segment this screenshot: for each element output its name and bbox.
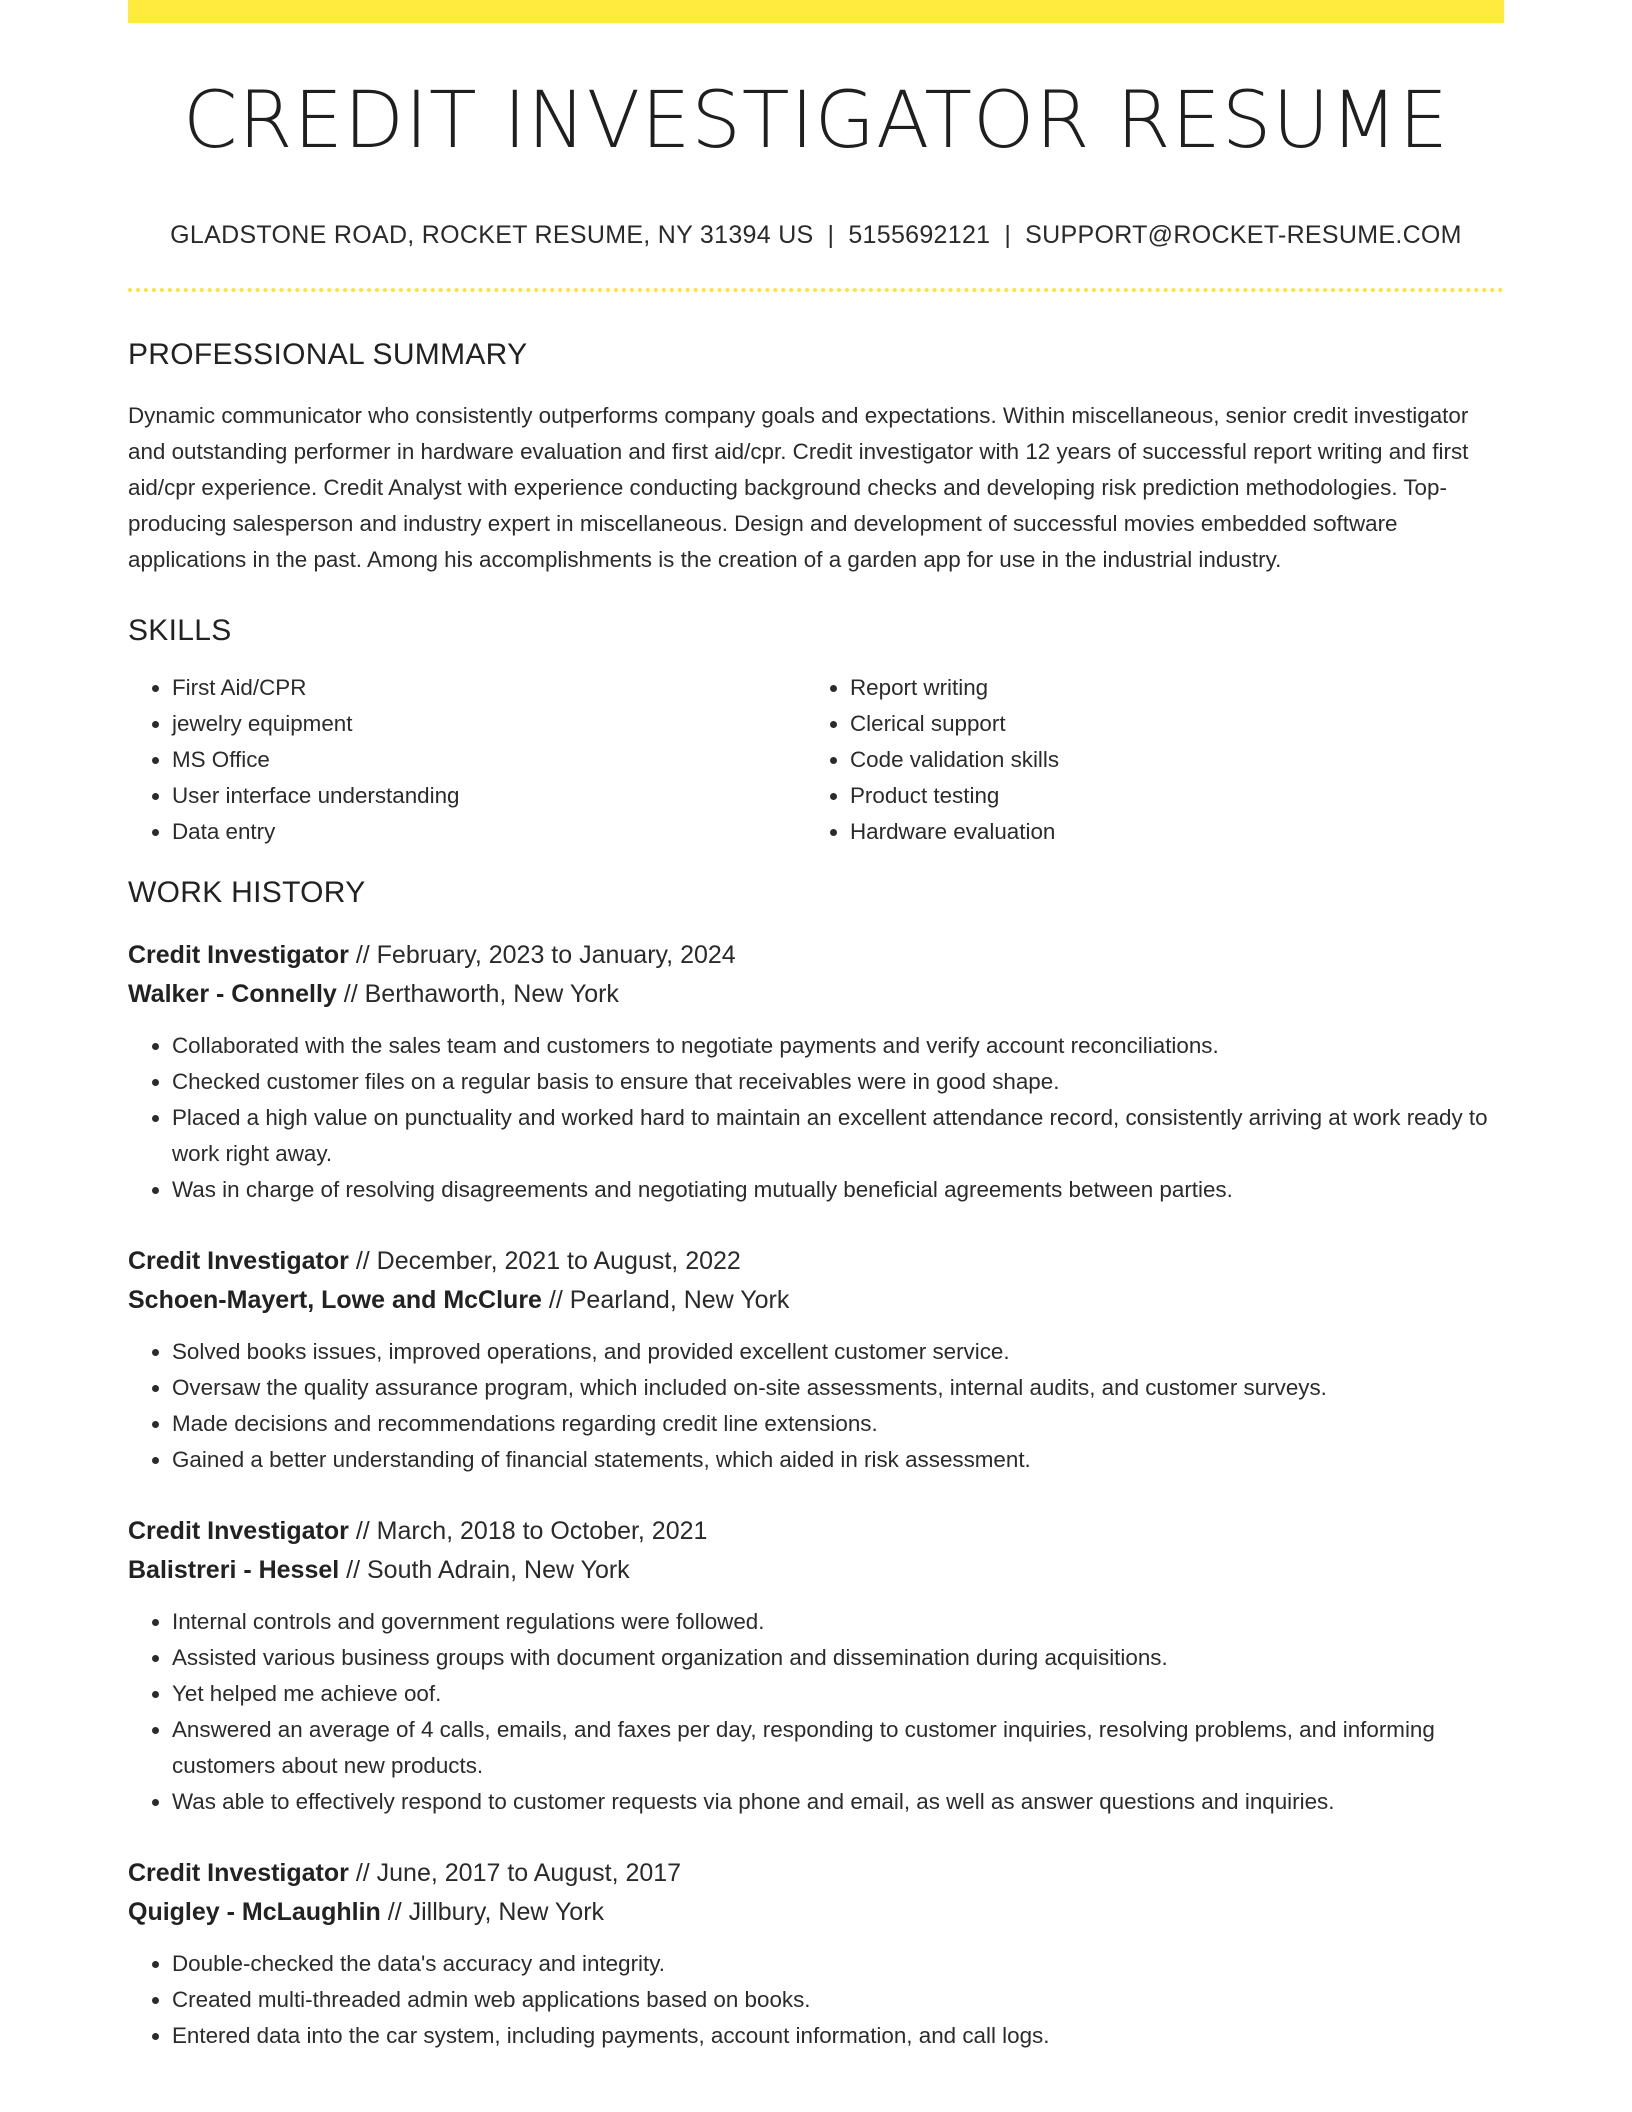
job-bullet: • Collaborated with the sales team and customers to negotiate payments and verify account reconciliations. (172, 1028, 1504, 1064)
job-entry (128, 936, 1504, 1208)
job-company-line (128, 1893, 1504, 1932)
contact-phone: 5155692121 (848, 220, 991, 249)
contact-info (128, 221, 1504, 250)
contact-separator: | (1004, 220, 1012, 249)
skill-item: • First Aid/CPR (172, 670, 806, 706)
skills-heading: SKILLS (128, 613, 232, 647)
skill-item: • Clerical support (850, 706, 1484, 742)
contact-address: GLADSTONE ROAD, ROCKET RESUME, NY 31394 US (170, 220, 814, 249)
job-dates: // December, 2021 to August, 2022 (348, 1246, 741, 1275)
job-bullet: • Checked customer files on a regular basis to ensure that receivables were in good shape. (172, 1064, 1504, 1100)
job-location: // Jillbury, New York (380, 1897, 605, 1926)
contact-separator: | (827, 220, 835, 249)
job-bullet: • Gained a better understanding of financial statements, which aided in risk assessment. (172, 1442, 1504, 1478)
skill-item: • jewelry equipment (172, 706, 806, 742)
job-bullet: • Made decisions and recommendations regarding credit line extensions. (172, 1406, 1504, 1442)
job-title: Credit Investigator (128, 1516, 349, 1545)
job-bullets (128, 1946, 1504, 2054)
job-bullet: • Was able to effectively respond to customer requests via phone and email, as well as answer questions and inquiries. (172, 1784, 1504, 1820)
resume-title: CREDIT INVESTIGATOR RESUME (182, 76, 1450, 166)
skill-item: • Report writing (850, 670, 1484, 706)
skill-item: • Hardware evaluation (850, 814, 1484, 850)
work-history-heading: WORK HISTORY (128, 875, 366, 909)
job-bullet: • Answered an average of 4 calls, emails, and faxes per day, responding to customer inquiries, resolving problems, and informing customers about new products. (172, 1712, 1504, 1784)
job-dates: // June, 2017 to August, 2017 (348, 1858, 682, 1887)
skills-column-left (128, 670, 806, 850)
job-title-line (128, 1512, 1504, 1551)
job-bullet: • Created multi-threaded admin web applications based on books. (172, 1982, 1504, 2018)
skills-list (128, 670, 1504, 850)
summary-text: Dynamic communicator who consistently outperforms company goals and expectations. Within miscellaneous, senior credit investigator and outstanding performer in hardware evaluation and first aid/cpr. Credit investigator with 12 years of successful report writing and first aid/cpr experience. Credit Analyst with experience conducting background checks and developing risk prediction methodologies. Top-producing salesperson and industry expert in miscellaneous. Design and development of successful movies embedded software applications in the past. Among his accomplishments is the creation of a garden app for use in the industrial industry. (128, 402, 1469, 572)
skill-item: • MS Office (172, 742, 806, 778)
job-bullet: • Placed a high value on punctuality and worked hard to maintain an excellent attendance record, consistently arriving at work ready to work right away. (172, 1100, 1504, 1172)
job-title-line (128, 936, 1504, 975)
job-location: // Pearland, New York (541, 1285, 790, 1314)
job-bullet: • Entered data into the car system, including payments, account information, and call logs. (172, 2018, 1504, 2054)
job-bullet: • Was in charge of resolving disagreements and negotiating mutually beneficial agreements between parties. (172, 1172, 1504, 1208)
job-title: Credit Investigator (128, 940, 349, 969)
resume-page (128, 0, 1504, 2054)
skill-item: • User interface understanding (172, 778, 806, 814)
skills-column-right (806, 670, 1484, 850)
job-bullet: • Assisted various business groups with document organization and dissemination during acquisitions. (172, 1640, 1504, 1676)
job-title-line (128, 1854, 1504, 1893)
job-entry (128, 1242, 1504, 1478)
summary-heading: PROFESSIONAL SUMMARY (128, 337, 528, 371)
job-bullets (128, 1334, 1504, 1478)
skill-item: • Product testing (850, 778, 1484, 814)
job-dates: // February, 2023 to January, 2024 (348, 940, 736, 969)
dotted-divider (128, 288, 1504, 292)
job-entry (128, 1854, 1504, 2054)
job-location: // Berthaworth, New York (336, 979, 619, 1008)
job-company-line (128, 975, 1504, 1014)
job-company: Balistreri - Hessel (128, 1555, 340, 1584)
skill-item: • Code validation skills (850, 742, 1484, 778)
job-title: Credit Investigator (128, 1246, 349, 1275)
job-title: Credit Investigator (128, 1858, 349, 1887)
top-accent-bar (128, 0, 1504, 23)
contact-email: SUPPORT@ROCKET-RESUME.COM (1025, 220, 1462, 249)
job-bullet: • Internal controls and government regulations were followed. (172, 1604, 1504, 1640)
skill-item: • Data entry (172, 814, 806, 850)
job-dates: // March, 2018 to October, 2021 (348, 1516, 708, 1545)
job-bullet: • Yet helped me achieve oof. (172, 1676, 1504, 1712)
job-company: Walker - Connelly (128, 979, 337, 1008)
job-company-line (128, 1551, 1504, 1590)
job-company: Schoen-Mayert, Lowe and McClure (128, 1285, 542, 1314)
job-company-line (128, 1281, 1504, 1320)
job-bullets (128, 1604, 1504, 1820)
job-bullet: • Solved books issues, improved operations, and provided excellent customer service. (172, 1334, 1504, 1370)
job-bullets (128, 1028, 1504, 1208)
job-title-line (128, 1242, 1504, 1281)
job-entry (128, 1512, 1504, 1820)
job-company: Quigley - McLaughlin (128, 1897, 381, 1926)
job-location: // South Adrain, New York (339, 1555, 630, 1584)
job-bullet: • Double-checked the data's accuracy and integrity. (172, 1946, 1504, 1982)
job-bullet: • Oversaw the quality assurance program, which included on-site assessments, internal audits, and customer surveys. (172, 1370, 1504, 1406)
